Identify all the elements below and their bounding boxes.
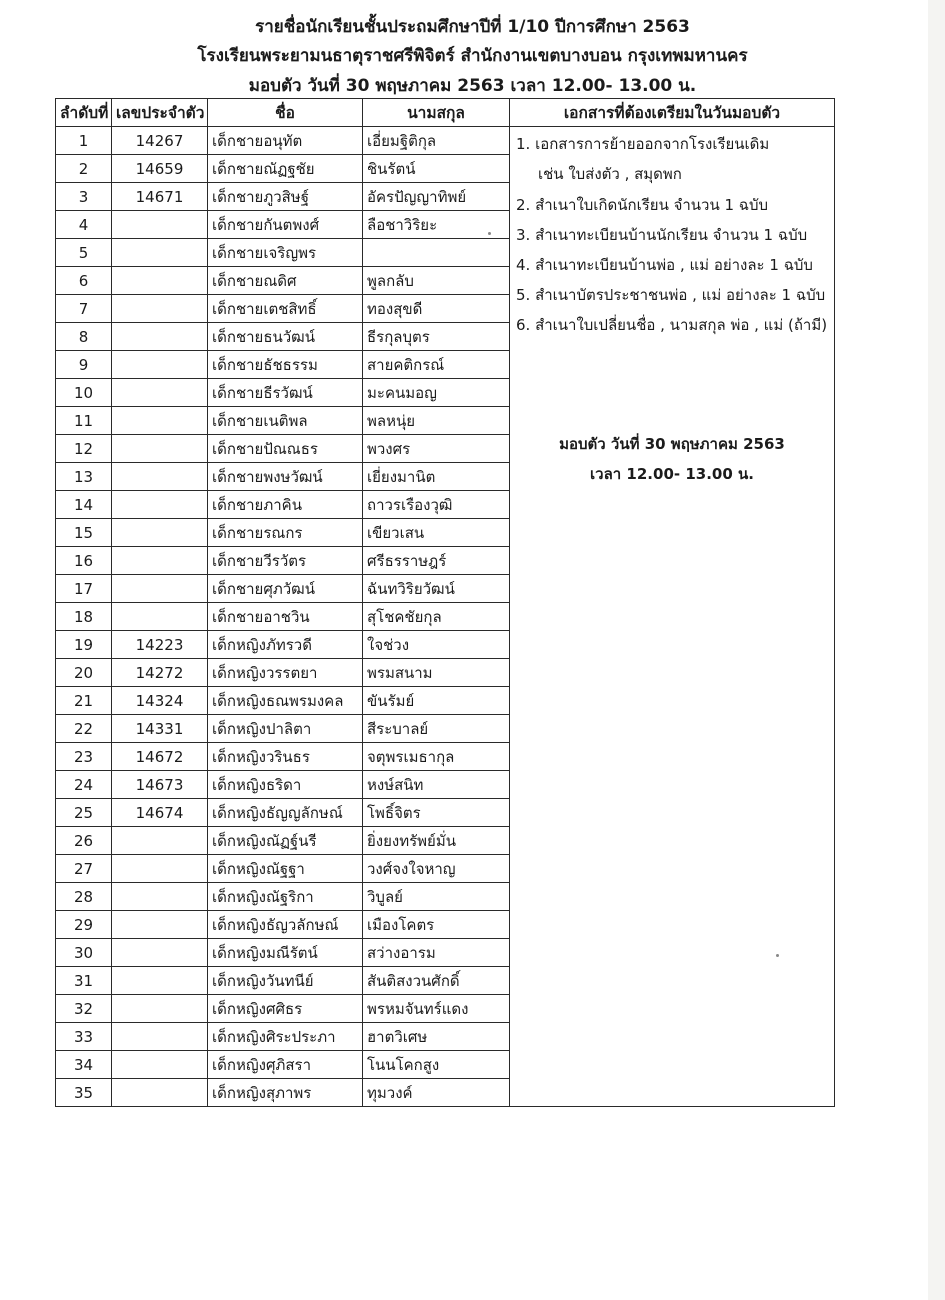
- header-school-name: โรงเรียนพระยามนธาตุราชศรีพิจิตร์ สำนักงานเขตบางบอน กรุงเทพมหานคร: [197, 46, 748, 66]
- student-first-name: เด็กหญิงปาลิตา: [208, 715, 363, 743]
- student-first-name: เด็กชายรณกร: [208, 519, 363, 547]
- documents-panel: [514, 127, 830, 1106]
- student-id: [112, 323, 208, 351]
- student-number: 1: [56, 127, 112, 155]
- student-roster-table: [55, 98, 835, 1107]
- scan-speck: [776, 954, 779, 957]
- student-number: 17: [56, 575, 112, 603]
- student-first-name: เด็กหญิงศุภิสรา: [208, 1051, 363, 1079]
- student-last-name: สายคติกรณ์: [363, 351, 510, 379]
- student-last-name: พูลกลับ: [363, 267, 510, 295]
- student-last-name: ขันรัมย์: [363, 687, 510, 715]
- handover-time-note: เวลา 12.00- 13.00 น.: [590, 465, 754, 483]
- student-number: 11: [56, 407, 112, 435]
- student-number: 20: [56, 659, 112, 687]
- student-number: 3: [56, 183, 112, 211]
- roster-body: [56, 127, 835, 1107]
- student-id: [112, 939, 208, 967]
- student-number: 6: [56, 267, 112, 295]
- student-last-name: ทุมวงค์: [363, 1079, 510, 1107]
- student-first-name: เด็กชายณัฏฐชัย: [208, 155, 363, 183]
- student-id: [112, 547, 208, 575]
- student-first-name: เด็กชายเตชสิทธิ์: [208, 295, 363, 323]
- student-last-name: เอี่ยมฐิติกุล: [363, 127, 510, 155]
- student-number: 24: [56, 771, 112, 799]
- student-number: 18: [56, 603, 112, 631]
- student-id: [112, 1051, 208, 1079]
- student-number: 29: [56, 911, 112, 939]
- student-first-name: เด็กหญิงวรินธร: [208, 743, 363, 771]
- student-id: [112, 967, 208, 995]
- student-first-name: เด็กหญิงณัฐฐา: [208, 855, 363, 883]
- student-first-name: เด็กชายธัชธรรม: [208, 351, 363, 379]
- student-id: 14673: [112, 771, 208, 799]
- student-first-name: เด็กชายอนุทัต: [208, 127, 363, 155]
- student-number: 14: [56, 491, 112, 519]
- student-number: 28: [56, 883, 112, 911]
- student-first-name: เด็กหญิงธณพรมงคล: [208, 687, 363, 715]
- student-last-name: วงศ์จงใจหาญ: [363, 855, 510, 883]
- student-number: 25: [56, 799, 112, 827]
- table-header-row: [56, 99, 835, 127]
- student-first-name: เด็กชายธนวัฒน์: [208, 323, 363, 351]
- scan-speck: [488, 232, 491, 235]
- student-first-name: เด็กชายกันตพงศ์: [208, 211, 363, 239]
- student-id: [112, 827, 208, 855]
- student-first-name: เด็กชายเจริญพร: [208, 239, 363, 267]
- student-last-name: หงษ์สนิท: [363, 771, 510, 799]
- student-id: [112, 995, 208, 1023]
- student-last-name: สีระบาลย์: [363, 715, 510, 743]
- student-last-name: ลือชาวิริยะ: [363, 211, 510, 239]
- student-number: 32: [56, 995, 112, 1023]
- student-first-name: เด็กชายธีรวัฒน์: [208, 379, 363, 407]
- document-requirement-item: 3. สำเนาทะเบียนบ้านนักเรียน จำนวน 1 ฉบับ: [516, 226, 808, 244]
- student-id: 14672: [112, 743, 208, 771]
- student-first-name: เด็กหญิงมณีรัตน์: [208, 939, 363, 967]
- student-first-name: เด็กชายปัณณธร: [208, 435, 363, 463]
- student-id: 14671: [112, 183, 208, 211]
- student-number: 34: [56, 1051, 112, 1079]
- student-first-name: เด็กหญิงศิระประภา: [208, 1023, 363, 1051]
- col-header-last-name: นามสกุล: [363, 99, 510, 127]
- student-last-name: เยี่ยงมานิต: [363, 463, 510, 491]
- student-id: 14659: [112, 155, 208, 183]
- student-id: [112, 519, 208, 547]
- student-id: [112, 407, 208, 435]
- document-requirement-item: เช่น ใบส่งตัว , สมุดพก: [538, 165, 682, 183]
- student-id: [112, 463, 208, 491]
- student-id: 14267: [112, 127, 208, 155]
- student-last-name: สุโชคชัยกุล: [363, 603, 510, 631]
- student-number: 31: [56, 967, 112, 995]
- student-number: 2: [56, 155, 112, 183]
- student-last-name: ยิ่งยงทรัพย์มั่น: [363, 827, 510, 855]
- student-number: 4: [56, 211, 112, 239]
- student-last-name: ใจช่วง: [363, 631, 510, 659]
- student-last-name: พวงศร: [363, 435, 510, 463]
- student-number: 27: [56, 855, 112, 883]
- student-last-name: ศรีธรราษฎร์: [363, 547, 510, 575]
- student-number: 33: [56, 1023, 112, 1051]
- header-class-title: รายชื่อนักเรียนชั้นประถมศึกษาปีที่ 1/10 ปีการศึกษา 2563: [255, 17, 690, 37]
- student-id: [112, 491, 208, 519]
- student-id: [112, 855, 208, 883]
- student-number: 13: [56, 463, 112, 491]
- student-first-name: เด็กชายอาชวิน: [208, 603, 363, 631]
- student-last-name: โนนโคกสูง: [363, 1051, 510, 1079]
- student-last-name: ฮาตวิเศษ: [363, 1023, 510, 1051]
- student-number: 26: [56, 827, 112, 855]
- student-first-name: เด็กชายวีรวัตร: [208, 547, 363, 575]
- student-last-name: วิบูลย์: [363, 883, 510, 911]
- student-id: [112, 575, 208, 603]
- student-id: [112, 351, 208, 379]
- student-first-name: เด็กหญิงศศิธร: [208, 995, 363, 1023]
- student-last-name: พรมสนาม: [363, 659, 510, 687]
- student-last-name: ทองสุขดี: [363, 295, 510, 323]
- student-first-name: เด็กหญิงภัทรวดี: [208, 631, 363, 659]
- student-number: 16: [56, 547, 112, 575]
- col-header-no: ลำดับที่: [56, 99, 112, 127]
- student-first-name: เด็กชายศุภวัฒน์: [208, 575, 363, 603]
- student-last-name: มะคนมอญ: [363, 379, 510, 407]
- student-id: 14674: [112, 799, 208, 827]
- student-number: 22: [56, 715, 112, 743]
- student-first-name: เด็กหญิงธริดา: [208, 771, 363, 799]
- document-requirement-item: 1. เอกสารการย้ายออกจากโรงเรียนเดิม: [516, 135, 770, 153]
- document-requirement-item: 4. สำเนาทะเบียนบ้านพ่อ , แม่ อย่างละ 1 ฉบับ: [516, 256, 813, 274]
- student-last-name: ธีรกุลบุตร: [363, 323, 510, 351]
- student-last-name: พลหนุ่ย: [363, 407, 510, 435]
- student-first-name: เด็กชายเนติพล: [208, 407, 363, 435]
- student-first-name: เด็กหญิงธัญวลักษณ์: [208, 911, 363, 939]
- student-last-name: ฉันทวิริยวัฒน์: [363, 575, 510, 603]
- student-first-name: เด็กหญิงวันทนีย์: [208, 967, 363, 995]
- student-last-name: จตุพรเมธากุล: [363, 743, 510, 771]
- student-first-name: เด็กหญิงณัฐริกา: [208, 883, 363, 911]
- student-number: 35: [56, 1079, 112, 1107]
- student-id: 14324: [112, 687, 208, 715]
- student-first-name: เด็กหญิงณัฏฐ์นรี: [208, 827, 363, 855]
- student-last-name: ชินรัตน์: [363, 155, 510, 183]
- student-number: 12: [56, 435, 112, 463]
- student-id: 14223: [112, 631, 208, 659]
- student-number: 30: [56, 939, 112, 967]
- student-id: 14272: [112, 659, 208, 687]
- student-id: [112, 295, 208, 323]
- header-handover-date: มอบตัว วันที่ 30 พฤษภาคม 2563 เวลา 12.00- 13.00 น.: [248, 76, 697, 96]
- student-id: [112, 267, 208, 295]
- student-number: 5: [56, 239, 112, 267]
- student-id: [112, 379, 208, 407]
- documents-cell: [510, 127, 835, 1107]
- col-header-documents: เอกสารที่ต้องเตรียมในวันมอบตัว: [510, 99, 835, 127]
- student-id: [112, 1079, 208, 1107]
- student-last-name: ถาวรเรืองวุฒิ: [363, 491, 510, 519]
- student-first-name: เด็กหญิงธัญญลักษณ์: [208, 799, 363, 827]
- student-number: 9: [56, 351, 112, 379]
- student-id: [112, 603, 208, 631]
- student-first-name: เด็กชายพงษวัฒน์: [208, 463, 363, 491]
- student-last-name: โพธิ์จิตร: [363, 799, 510, 827]
- handover-date-note: มอบตัว วันที่ 30 พฤษภาคม 2563: [559, 435, 785, 453]
- table-row: [56, 127, 835, 155]
- student-last-name: เมืองโคตร: [363, 911, 510, 939]
- student-number: 21: [56, 687, 112, 715]
- student-last-name: เขียวเสน: [363, 519, 510, 547]
- document-requirement-item: 2. สำเนาใบเกิดนักเรียน จำนวน 1 ฉบับ: [516, 196, 769, 214]
- student-id: [112, 211, 208, 239]
- student-first-name: เด็กชายณดิศ: [208, 267, 363, 295]
- document-requirement-item: 6. สำเนาใบเปลี่ยนชื่อ , นามสกุล พ่อ , แม่ (ถ้ามี): [516, 316, 828, 334]
- student-last-name: [363, 239, 510, 267]
- student-number: 8: [56, 323, 112, 351]
- student-id: 14331: [112, 715, 208, 743]
- student-id: [112, 435, 208, 463]
- student-number: 7: [56, 295, 112, 323]
- col-header-id: เลขประจำตัว: [112, 99, 208, 127]
- student-number: 10: [56, 379, 112, 407]
- student-first-name: เด็กหญิงวรรตยา: [208, 659, 363, 687]
- student-number: 15: [56, 519, 112, 547]
- document-requirement-item: 5. สำเนาบัตรประชาชนพ่อ , แม่ อย่างละ 1 ฉบับ: [516, 286, 826, 304]
- student-first-name: เด็กหญิงสุภาพร: [208, 1079, 363, 1107]
- col-header-first-name: ชื่อ: [208, 99, 363, 127]
- student-number: 23: [56, 743, 112, 771]
- student-number: 19: [56, 631, 112, 659]
- student-id: [112, 239, 208, 267]
- student-id: [112, 1023, 208, 1051]
- student-id: [112, 883, 208, 911]
- student-last-name: สว่างอารม: [363, 939, 510, 967]
- student-id: [112, 911, 208, 939]
- student-last-name: สันติสงวนศักดิ์: [363, 967, 510, 995]
- student-last-name: พรหมจันทร์แดง: [363, 995, 510, 1023]
- student-first-name: เด็กชายภาคิน: [208, 491, 363, 519]
- student-last-name: อัครปัญญาทิพย์: [363, 183, 510, 211]
- student-first-name: เด็กชายภูวสิษฐ์: [208, 183, 363, 211]
